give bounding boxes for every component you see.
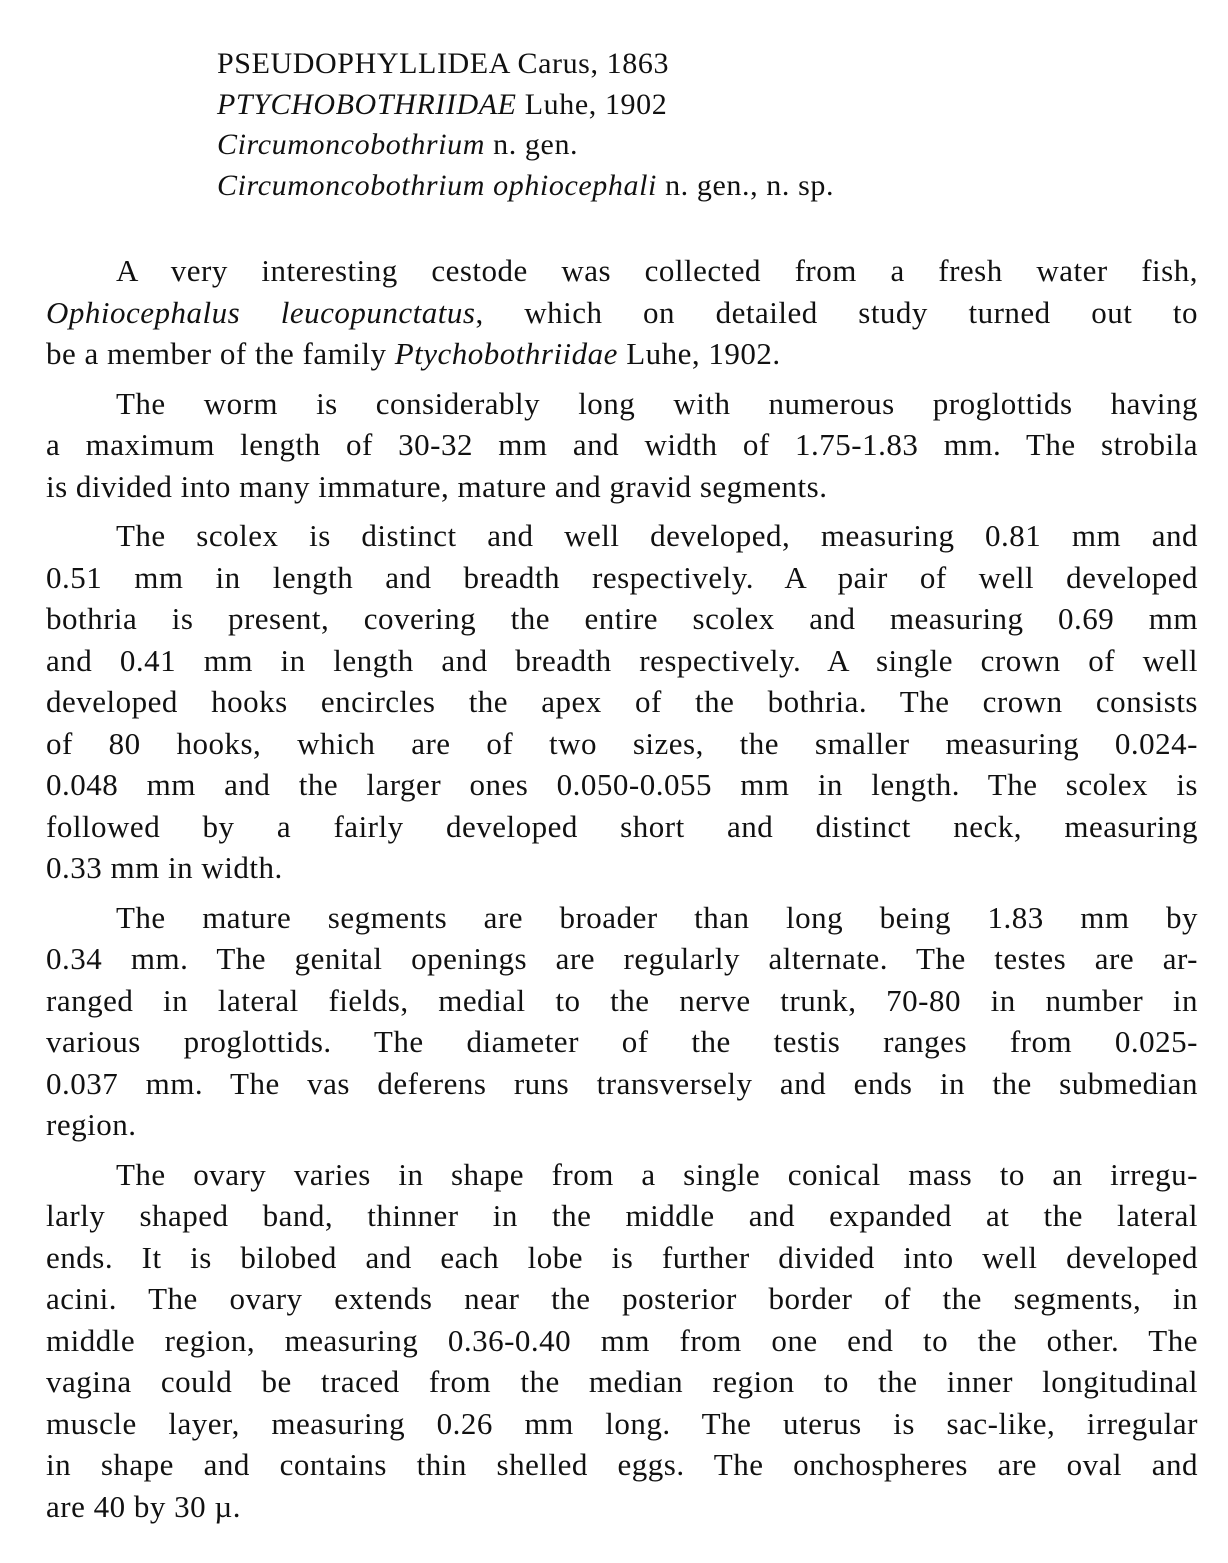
text-run: middle region, measuring 0.36-0.40 mm from one end to the other. The [46,1322,1198,1358]
text-run: vagina could be traced from the median region to the inner longitudinal [46,1364,1198,1399]
species-status: n. gen., n. sp. [665,168,835,202]
family-line [217,85,834,126]
order-name: PSEUDOPHYLLIDEA [217,47,510,80]
taxonomic-heading [217,44,834,206]
text-run: , which on detailed study turned out to [475,294,1198,330]
text-run: A very interesting cestode was collected from a fresh water fish, [116,253,1198,288]
text-run: 0.51 mm in length and breadth respectively. A pair of well developed [46,559,1198,595]
paragraph-gap [46,889,1198,897]
text-run: is divided into many immature, mature and gravid segments. [46,468,828,504]
text-line [46,598,1198,640]
text-line [46,1154,1198,1196]
species-genus: Circumoncobothrium [217,168,486,202]
text-line [46,897,1198,939]
text-line [46,1444,1198,1486]
family-name: PTYCHOBOTHRIIDAE [217,87,517,121]
text-line [46,292,1198,334]
text-line [46,764,1198,806]
genus-line [217,125,834,166]
text-line [46,806,1198,848]
text-run: 0.34 mm. The genital openings are regularly alternate. The testes are ar- [46,941,1198,976]
body-text [46,250,1198,1527]
paragraph-intro [46,250,1198,375]
paragraph-gap [46,507,1198,515]
family-authority: Luhe, 1902 [524,87,668,121]
paragraph-ovary [46,1154,1198,1528]
genus-name: Circumoncobothrium [217,128,486,161]
text-run: region. [46,1107,137,1142]
text-run: ranged in lateral fields, medial to the nerve trunk, 70-80 in number in [46,982,1198,1018]
text-run: Luhe, 1902. [617,336,781,371]
text-run: 0.048 mm and the larger ones 0.050-0.055 mm in length. The scolex is [46,767,1198,802]
text-run: are 40 by 30 µ. [46,1488,241,1524]
order-authority: Carus, 1863 [517,47,670,80]
text-line [46,424,1198,466]
text-line [46,333,1198,375]
paragraph-gap [46,1146,1198,1154]
paragraph-scolex [46,515,1198,889]
text-line [46,557,1198,599]
text-line [46,515,1198,557]
text-run: be a member of the family [46,336,395,371]
paragraph-worm [46,383,1198,508]
order-line [217,44,834,85]
text-line [46,681,1198,723]
text-line [46,1403,1198,1445]
text-run: The scolex is distinct and well developed, measuring 0.81 mm and [116,518,1198,553]
text-line [46,980,1198,1022]
text-run: bothria is present, covering the entire scolex and measuring 0.69 mm [46,601,1198,636]
text-line [46,1486,1198,1528]
text-run: in shape and contains thin shelled eggs. The onchospheres are oval and [46,1447,1198,1482]
italic-taxon: Ptychobothriidae [394,336,618,371]
text-run: acini. The ovary extends near the posterior border of the segments, in [46,1281,1198,1316]
text-run: and 0.41 mm in length and breadth respectively. A single crown of well [46,642,1198,678]
text-line [46,723,1198,765]
text-run: 0.33 mm in width. [46,850,283,885]
text-line [46,640,1198,682]
text-line [46,1021,1198,1063]
text-line [46,1320,1198,1362]
paragraph-gap [46,375,1198,383]
text-line [46,847,1198,889]
text-line [46,1278,1198,1320]
text-line [46,1237,1198,1279]
text-line [46,1361,1198,1403]
text-line [46,383,1198,425]
text-run: followed by a fairly developed short and distinct neck, measuring [46,808,1198,844]
genus-status: n. gen. [493,128,579,161]
text-run: larly shaped band, thinner in the middle and expanded at the lateral [46,1198,1198,1233]
text-run: muscle layer, measuring 0.26 mm long. The uterus is sac-like, irregular [46,1405,1198,1441]
text-run: various proglottids. The diameter of the testis ranges from 0.025- [46,1024,1198,1059]
paragraph-mature-segments [46,897,1198,1146]
text-run: ends. It is bilobed and each lobe is further divided into well developed [46,1239,1198,1275]
text-line [46,938,1198,980]
species-epithet: ophiocephali [493,168,657,202]
text-line [46,250,1198,292]
text-line [46,1063,1198,1105]
text-line [46,1195,1198,1237]
species-line [217,166,834,207]
text-run: The worm is considerably long with numerous proglottids having [116,385,1198,421]
text-run: The mature segments are broader than long being 1.83 mm by [116,899,1198,935]
text-line [46,466,1198,508]
text-run: of 80 hooks, which are of two sizes, the smaller measuring 0.024- [46,725,1198,761]
text-run: 0.037 mm. The vas deferens runs transversely and ends in the submedian [46,1065,1198,1101]
text-run: developed hooks encircles the apex of the bothria. The crown consists [46,684,1198,719]
text-line [46,1104,1198,1146]
text-run: The ovary varies in shape from a single conical mass to an irregu- [116,1156,1198,1192]
text-run: a maximum length of 30-32 mm and width of 1.75-1.83 mm. The strobila [46,427,1198,462]
italic-taxon: Ophiocephalus leucopunctatus [46,294,476,330]
